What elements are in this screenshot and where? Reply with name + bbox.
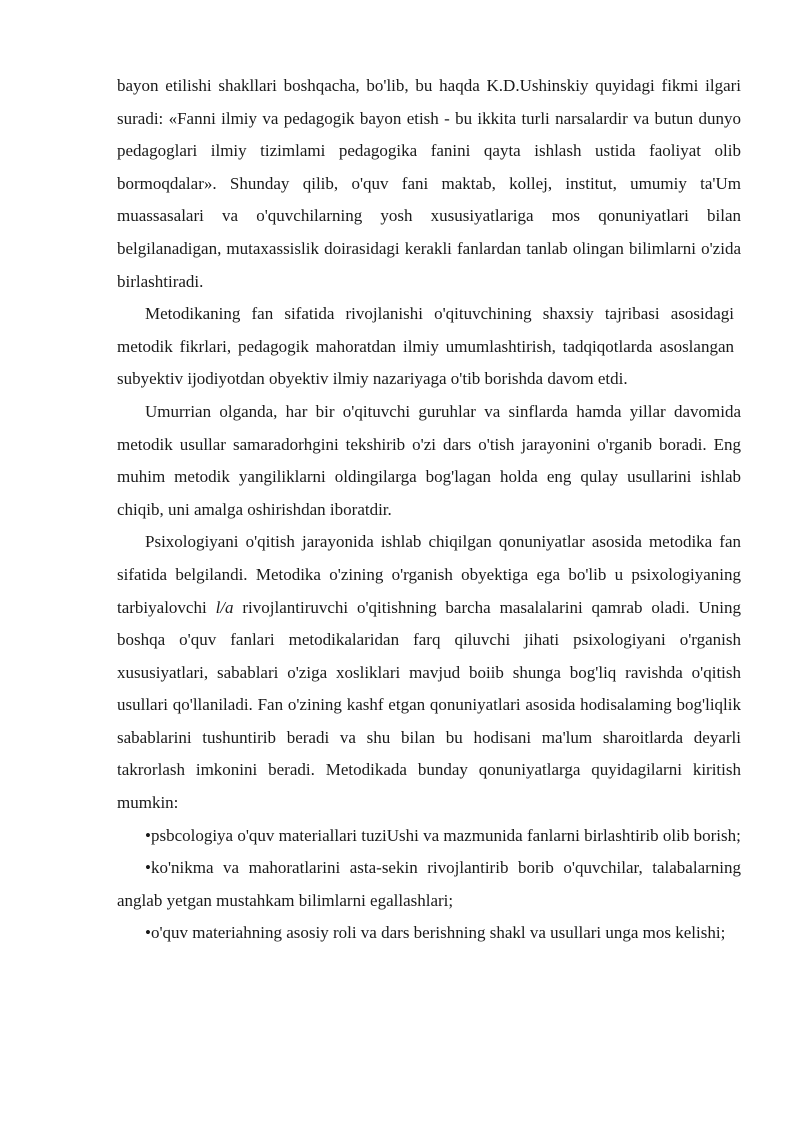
paragraph-1-text: bayon etilishi shakllari boshqacha, bo'lib, bu haqda K.D.Ushinskiy quyidagi fikmi ilgari suradi: «Fanni ilmiy va pedagogik bayon etish - bu ikkita turli narsalardir va butun dunyo pedagoglari ilmiy tizimlami pedagogika fanini qayta ishlash ustida faoliyat olib bormoqdalar». Shunday qilib, o'quv fani maktab, kollej, institut, umumiy ta'Um muassasalari va o'quvchilarning yosh xususiyatlariga mos qonuniyatlari bilan belgilanadigan, mutaxassislik doirasidagi kerakli fanlardan tanlab olingan bilimlarni o'zida birlashtiradi.	[117, 76, 741, 291]
list-item-2-text: •ko'nikma va mahoratlarini asta-sekin rivojlantirib borib o'quvchilar, talabalarning anglab yetgan mustahkam bilimlarni egallashlari;	[117, 858, 741, 910]
paragraph-4	[117, 526, 741, 819]
paragraph-4-italic: l/a	[215, 597, 234, 617]
list-item-2	[117, 852, 741, 917]
list-item-3	[117, 917, 741, 950]
paragraph-3-text: Umurrian olganda, har bir o'qituvchi guruhlar va sinflarda hamda yillar davomida metodik usullar samaradorhgini tekshirib o'zi dars o'tish jarayonini o'rganib boradi. Eng muhim metodik yangiliklarni oldingilarga bog'lagan holda eng qulay usullarini ishlab chiqib, uni amalga oshirishdan iboratdir.	[117, 401, 741, 519]
paragraph-4-text-start: Psixologiyani o'qitish jarayonida ishlab chiqilgan qonuniyatlar asosida metodika fan sifatida belgilandi. Metodika o'zining o'rganish obyektiga ega bo'lib u psixologiyaning tarbiyalovchi	[117, 532, 741, 617]
list-item-1	[117, 820, 741, 853]
paragraph-2-text: Metodikaning fan sifatida rivojlanishi o'qituvchining shaxsiy tajribasi asosidagi metodik fikrlari, pedagogik mahoratdan ilmiy umumlashtirish, tadqiqotlarda asoslangan subyektiv ijodiyotdan obyektiv ilmiy nazariyaga o'tib borishda davom etdi.	[117, 304, 734, 389]
paragraph-2	[117, 298, 734, 396]
paragraph-3	[117, 396, 741, 526]
list-item-1-text: •psbcologiya o'quv materiallari tuziUshi va mazmunida fanlarni birlashtirib olib borish;	[145, 825, 741, 845]
document-page	[117, 70, 741, 950]
paragraph-4-text-end: rivojlantiruvchi o'qitishning barcha masalalarini qamrab oladi. Uning boshqa o'quv fanlari metodikalaridan farq qiluvchi jihati psixologiyani o'rganish xususiyatlari, sabablari o'ziga xosliklari mavjud boiib shunga bog'liq ravishda o'qitish usullari qo'llaniladi. Fan o'zining kashf etgan qonuniyatlari asosida hodisalaming bog'liqlik sabablarini tushuntirib beradi va shu bilan bu hodisani ma'lum sharoitlarda deyarli takrorlash imkonini beradi. Metodikada bunday qonuniyatlarga quyidagilarni kiritish mumkin:	[117, 597, 741, 813]
list-item-3-text: •o'quv materiahning asosiy roli va dars berishning shakl va usullari unga mos kelishi;	[145, 923, 726, 943]
paragraph-1	[117, 70, 741, 298]
